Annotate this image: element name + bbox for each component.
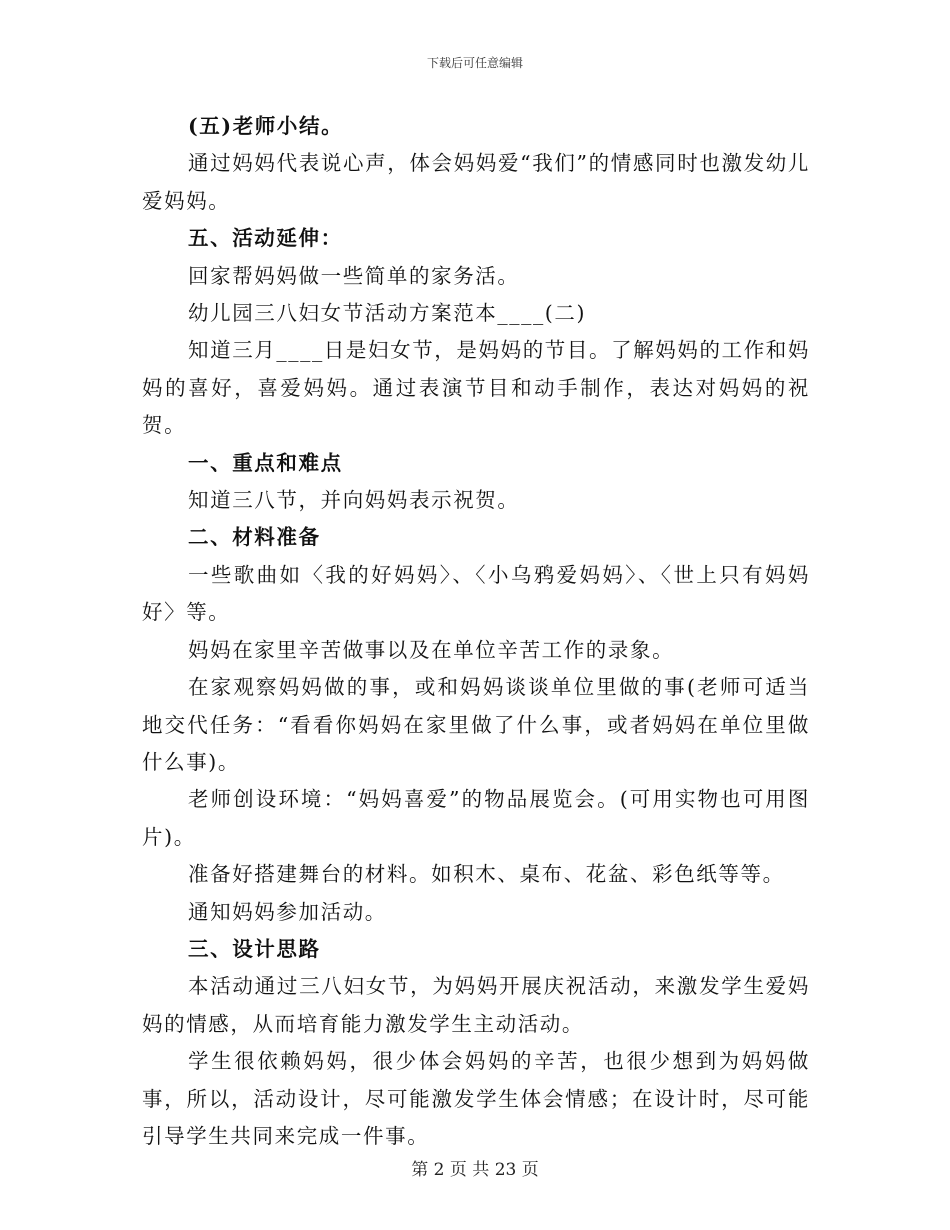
paragraph: 本活动通过三八妇女节，为妈妈开展庆祝活动，来激发学生爱妈妈的情感，从而培育能力激发学生主动活动。	[142, 974, 810, 1036]
document-body	[142, 108, 810, 1155]
paragraph: 学生很依赖妈妈，很少体会妈妈的辛苦，也很少想到为妈妈做事，所以，活动设计，尽可能激发学生体会情感；在设计时，尽可能引导学生共同来完成一件事。	[142, 1049, 810, 1148]
paragraph: 回家帮妈妈做一些简单的家务活。	[188, 263, 520, 288]
paragraph: 通知妈妈参加活动。	[188, 899, 387, 924]
paragraph: 准备好搭建舞台的材料。如积木、桌布、花盆、彩色纸等等。	[188, 862, 785, 887]
paragraph: 通过妈妈代表说心声，体会妈妈爱“我们”的情感同时也激发幼儿爱妈妈。	[142, 151, 810, 213]
paragraph-heading: 一、重点和难点	[188, 450, 343, 475]
paragraph: 妈妈在家里辛苦做事以及在单位辛苦工作的录象。	[188, 637, 675, 662]
paragraph-heading: 五、活动延伸：	[188, 226, 343, 251]
page-header-note: 下载后可任意编辑	[426, 56, 523, 70]
page-number: 第 2 页 共 23 页	[411, 1160, 539, 1180]
paragraph: 一些歌曲如〈我的好妈妈〉、〈小乌鸦爱妈妈〉、〈世上只有妈妈好〉等。	[142, 562, 810, 625]
paragraph-heading: 二、材料准备	[188, 525, 321, 550]
paragraph: 知道三月____日是妇女节，是妈妈的节目。了解妈妈的工作和妈妈的喜好，喜爱妈妈。通过表演节目和动手制作，表达对妈妈的祝贺。	[142, 338, 810, 438]
paragraph: 幼儿园三八妇女节活动方案范本____(二)	[188, 301, 587, 326]
paragraph: 老师创设环境：“妈妈喜爱”的物品展览会。(可用实物也可用图片)。	[142, 787, 810, 849]
paragraph: 在家观察妈妈做的事，或和妈妈谈谈单位里做的事(老师可适当地交代任务：“看看你妈妈在家里做了什么事，或者妈妈在单位里做什么事)。	[142, 675, 810, 774]
paragraph-heading: 三、设计思路	[188, 936, 321, 961]
paragraph-heading: (五)老师小结。	[188, 114, 344, 138]
paragraph: 知道三八节，并向妈妈表示祝贺。	[188, 488, 520, 513]
